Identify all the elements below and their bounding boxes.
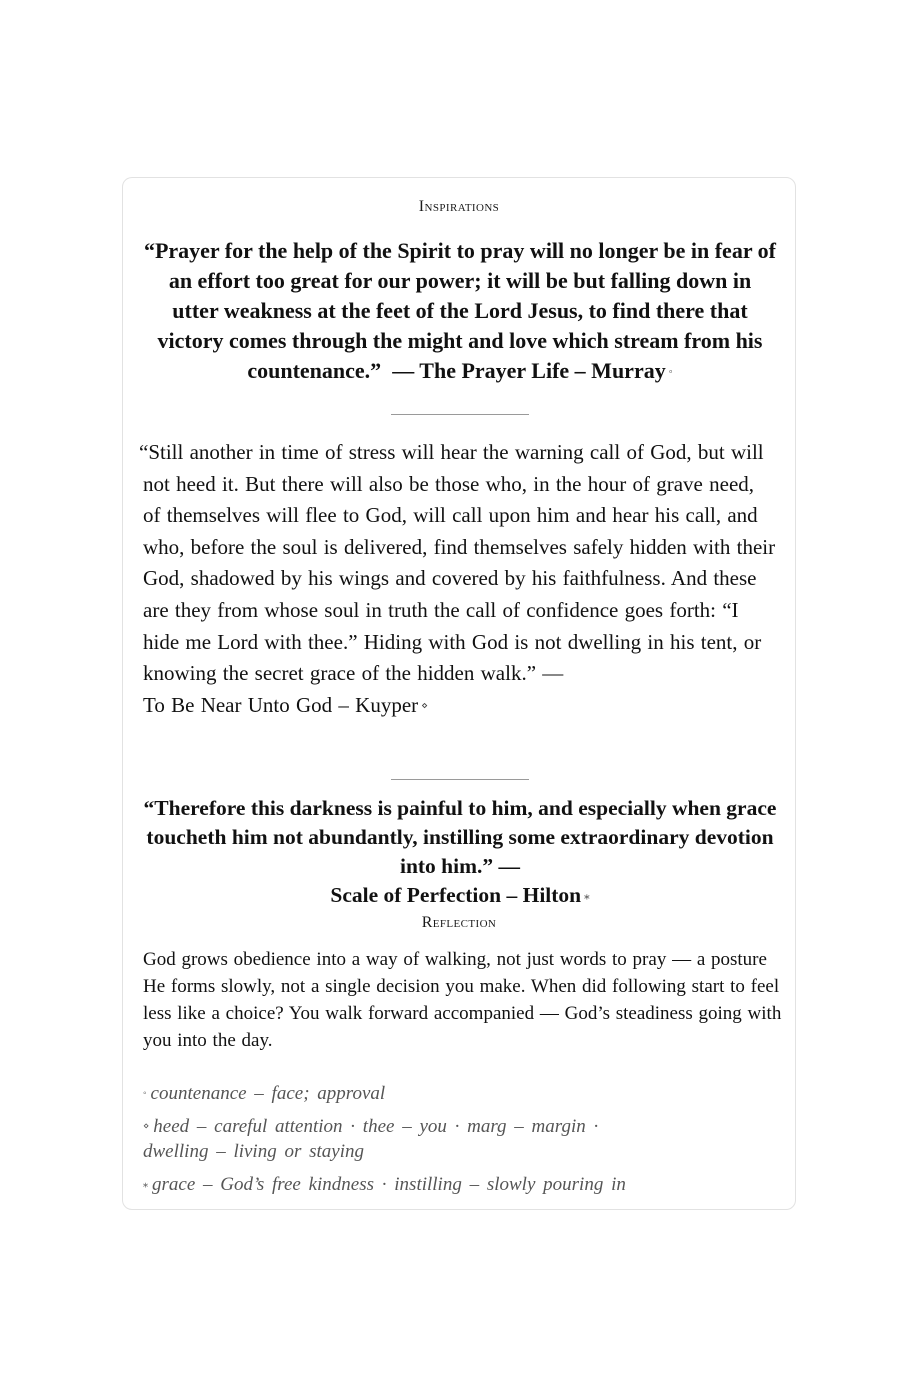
glossary-entry [143,1172,783,1197]
quote-hilton [139,794,781,911]
glossary-text: heed – careful attention · thee – you · marg – margin · [153,1116,599,1137]
divider [391,779,529,780]
inspiration-card [122,177,796,1210]
glossary-entry [143,1114,783,1164]
quote-text: “Prayer for the help of the Spirit to pray will no longer be in fear of an effort too great for our power; it will be but falling down in utter weakness at the feet of the Lord Jesus, to find there that victory comes through the might and love which stream from his countenance.” [143,238,777,383]
quote-attribution: — The Prayer Life – Murray [392,358,666,383]
section-heading-inspirations: Inspirations [418,198,500,215]
quote-text: “Therefore this darkness is painful to him, and especially when grace toucheth him not abundantly, instilling some extraordinary devotion into him.” — [143,796,777,878]
glossary-entry [143,1081,783,1106]
quote-murray [143,236,777,387]
quote-kuyper [139,437,777,722]
quote-open-mark: “ [139,440,149,464]
divider [391,414,529,415]
glossary-marker: ⁎ [143,1179,148,1190]
footnote-marker: ◦ [668,366,673,378]
glossary-text-continued: dwelling – living or staying [143,1141,364,1162]
footnote-marker: ⁎ [584,890,590,902]
reflection-text: God grows obedience into a way of walking, not just words to pray — a posture He forms slowly, not a single decision you make. When did following start to feel less like a choice? You walk forward accompanied — God’s steadiness going with you into the day. [143,949,782,1051]
glossary-marker: ◦ [143,1088,147,1099]
glossary-marker: ⋄ [143,1121,150,1132]
quote-text: Still another in time of stress will hear the warning call of God, but will not heed it. But there will also be those who, in the hour of grave need, of themselves will flee to God, will call upon him and hear his call, and who, before the soul is delivered, find themselves safely hidden with their God, shadowed by his wings and covered by his faithfulness. And these are they from whose soul in truth the call of confidence goes forth: “I hide me Lord with thee.” Hiding with God is not dwelling in his tent, or knowing the secret grace of the hidden walk.” — [143,440,776,686]
quote-attribution: To Be Near Unto God – Kuyper [143,692,419,717]
glossary-text: grace – God’s free kindness · instilling – slowly pouring in [152,1174,626,1195]
footnote-marker: ⋄ [421,699,429,712]
section-heading-reflection: Reflection [421,914,497,931]
quote-attribution: Scale of Perfection – Hilton [330,883,582,907]
glossary-text: countenance – face; approval [150,1083,386,1104]
